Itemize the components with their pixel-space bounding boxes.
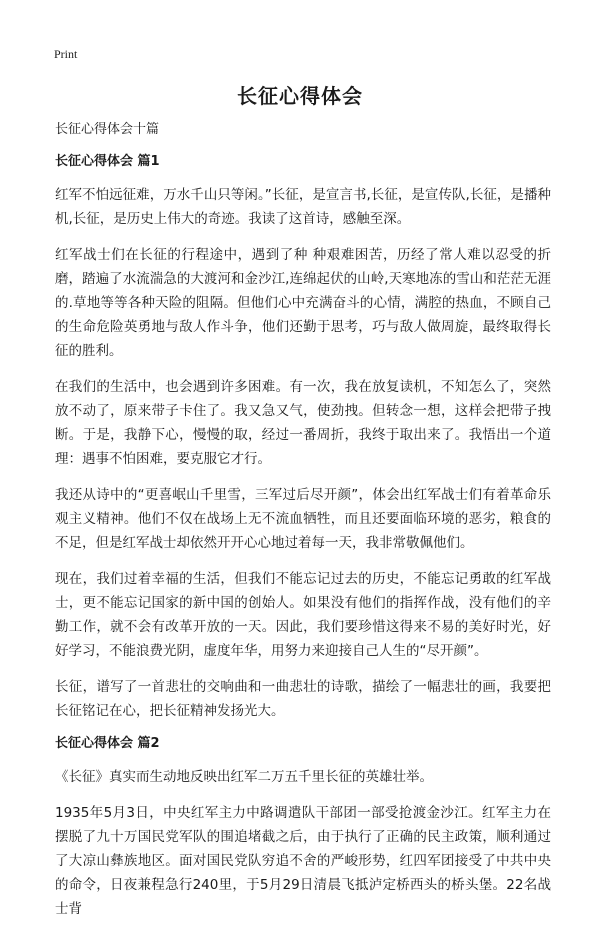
section-2 — [55, 735, 551, 921]
document-body — [55, 121, 551, 933]
section-1 — [55, 153, 551, 723]
document-subtitle: 长征心得体会十篇 — [55, 122, 160, 137]
print-link[interactable]: Print — [54, 47, 78, 61]
paragraph: 我还从诗中的“更喜岷山千里雪，三军过后尽开颜”，体会出红军战士们有着革命乐观主义精神。他们不仅在战场上无不流血牺牲，而且还要面临环境的恶劣，粮食的不足，但是红军战士却依然开开心心地过着每一天，我非常敬佩他们。 — [55, 487, 551, 551]
paragraph: 1935年5月3日，中央红军主力中路调遣队干部团一部受抢渡金沙江。红军主力在摆脱了九十万国民党军队的围追堵截之后，由于执行了正确的民主政策，顺利通过了大凉山彝族地区。面对国民党队穷追不舍的严峻形势，红四军团接受了中共中央的命令，日夜兼程急行240里，于5月29日清晨飞抵泸定桥西头的桥头堡。22名战士背 — [55, 805, 551, 917]
paragraph: 红军不怕远征难，万水千山只等闲。”长征，是宣言书,长征，是宣传队,长征，是播种机,长征，是历史上伟大的奇迹。我读了这首诗，感触至深。 — [55, 187, 551, 227]
paragraph: 现在，我们过着幸福的生活，但我们不能忘记过去的历史，不能忘记勇敢的红军战士，更不能忘记国家的新中国的创始人。如果没有他们的指挥作战，没有他们的辛勤工作，就不会有改革开放的一天。因此，我们要珍惜这得来不易的美好时光，好好学习，不能浪费光阴，虚度年华，用努力来迎接自己人生的“尽开颜”。 — [55, 571, 551, 659]
document-title: 长征心得体会 — [237, 84, 363, 108]
section-heading: 长征心得体会 篇1 — [55, 154, 160, 169]
paragraph: 长征，谱写了一首悲壮的交响曲和一曲悲壮的诗歌，描绘了一幅悲壮的画，我要把长征铭记在心，把长征精神发扬光大。 — [55, 679, 551, 719]
section-heading: 长征心得体会 篇2 — [55, 736, 160, 751]
paragraph: 在我们的生活中，也会遇到许多困难。有一次，我在放复读机，不知怎么了，突然放不动了，原来带子卡住了。我又急又气，使劲拽。但转念一想，这样会把带子拽断。于是，我静下心，慢慢的取，经过一番周折，我终于取出来了。我悟出一个道理：遇事不怕困难，要克服它才行。 — [55, 379, 551, 467]
paragraph: 《长征》真实而生动地反映出红军二万五千里长征的英雄壮举。 — [55, 769, 433, 785]
paragraph: 红军战士们在长征的行程途中，遇到了种 种艰难困苦，历经了常人难以忍受的折磨，踏遍了水流湍急的大渡河和金沙江,连绵起伏的山岭,天寒地冻的雪山和茫茫无涯的.草地等等各种天险的阻隔。但他们心中充满奋斗的心情，满腔的热血，不顾自己的生命危险英勇地与敌人作斗争，他们还勤于思考，巧与敌人做周旋，最终取得长征的胜利。 — [55, 247, 551, 359]
